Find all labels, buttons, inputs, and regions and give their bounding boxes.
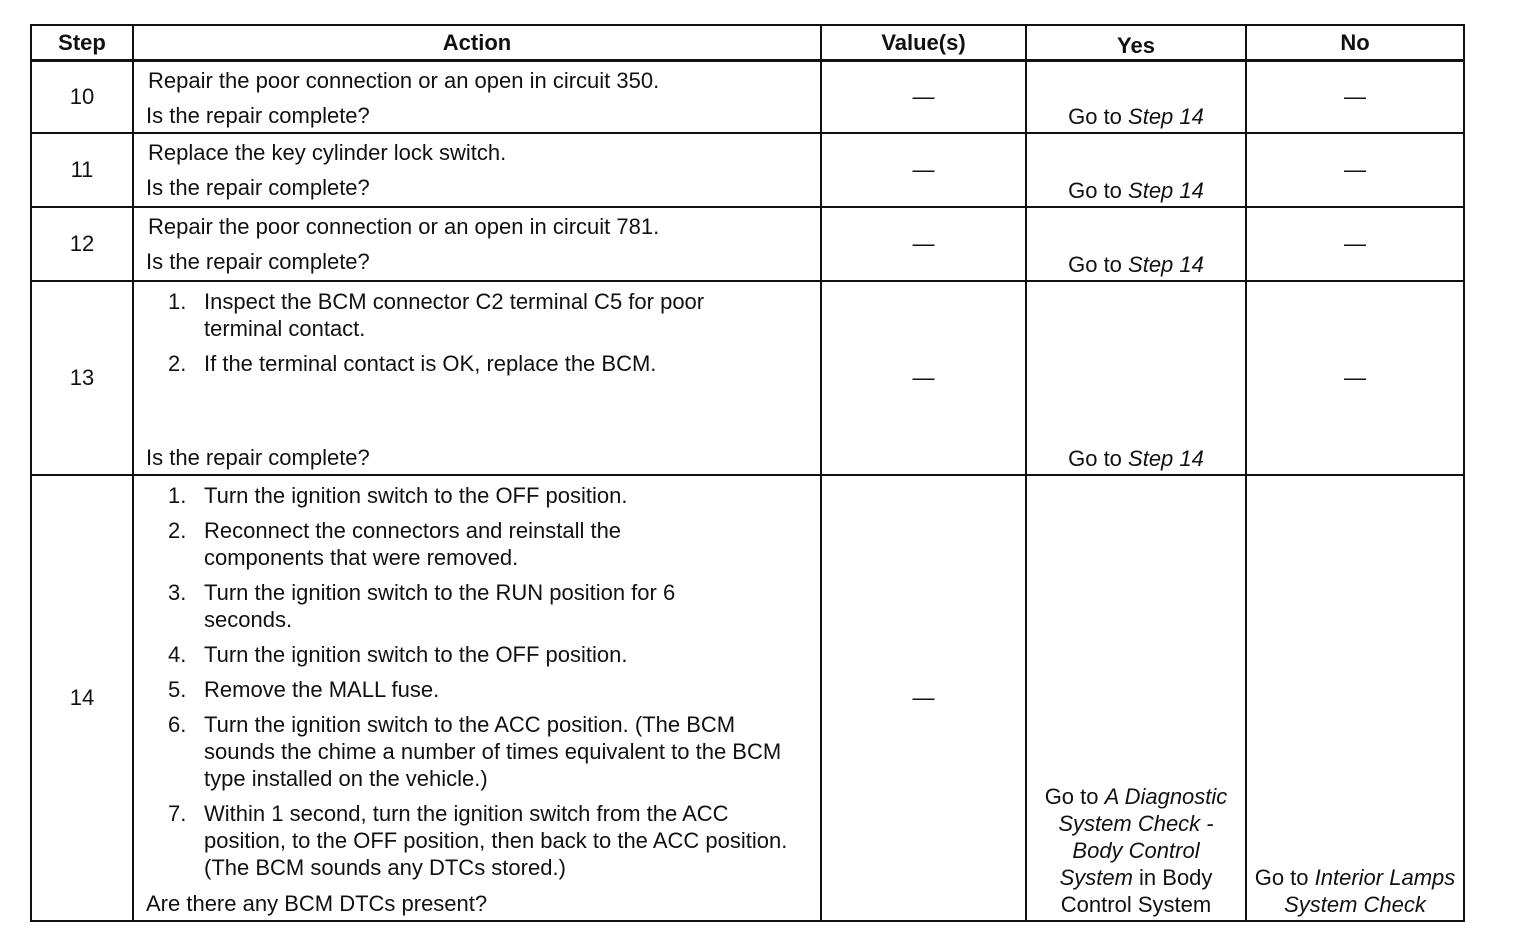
list-item-text: Reconnect the connectors and reinstall the components that were removed.	[204, 517, 622, 570]
table-row	[31, 281, 1464, 475]
list-item-number: 2.	[168, 517, 187, 543]
action-cell	[133, 475, 821, 921]
list-item-number: 5.	[168, 676, 187, 702]
value-cell	[821, 281, 1026, 475]
list-item	[168, 517, 704, 571]
action-list	[134, 282, 768, 377]
value-cell	[821, 207, 1026, 281]
no-dash: —	[1344, 365, 1366, 390]
list-item	[168, 482, 788, 509]
no-dash: —	[1344, 84, 1366, 110]
list-item-number: 7.	[168, 800, 187, 826]
list-item-text: Inspect the BCM connector C2 terminal C5 for poor terminal contact.	[204, 288, 705, 341]
step-number: 13	[31, 281, 133, 475]
list-item-text: Turn the ignition switch to the RUN position for 6 seconds.	[204, 579, 676, 632]
list-item-text: Turn the ignition switch to the OFF position.	[204, 482, 628, 508]
value-cell	[821, 133, 1026, 207]
action-cell	[133, 207, 821, 281]
header-row	[31, 25, 1464, 61]
list-item	[168, 800, 788, 881]
yes-cell	[1026, 207, 1246, 281]
table-row	[31, 133, 1464, 207]
action-cell	[133, 61, 821, 133]
yes-diagnostic-link[interactable]: A Diagnostic System Check - Body Control System	[1058, 783, 1228, 890]
yes-step-link[interactable]: Step 14	[1128, 177, 1204, 203]
list-item	[168, 711, 788, 792]
table-row	[31, 475, 1464, 921]
list-item	[168, 350, 768, 377]
yes-cell	[1026, 475, 1246, 921]
yes-prefix: Go to	[1068, 445, 1129, 471]
list-item	[168, 579, 764, 633]
value-cell	[821, 475, 1026, 921]
list-item	[168, 288, 768, 342]
list-item-number: 1.	[168, 482, 187, 508]
list-item	[168, 641, 788, 668]
no-cell	[1246, 207, 1464, 281]
header-no: No	[1246, 25, 1464, 61]
header-values: Value(s)	[821, 25, 1026, 61]
action-text: Replace the key cylinder lock switch.	[148, 139, 507, 165]
list-item-text: Within 1 second, turn the ignition switch from the ACC position, to the OFF position, then back to the ACC position. (The BCM sounds any DTCs stored.)	[204, 800, 788, 880]
question-text: Is the repair complete?	[146, 103, 370, 128]
value-dash: —	[912, 157, 935, 182]
no-cell	[1246, 475, 1464, 921]
value-dash: —	[912, 231, 935, 256]
header-yes: Yes	[1026, 25, 1246, 61]
yes-step-link[interactable]: Step 14	[1128, 445, 1204, 471]
yes-prefix: Go to	[1068, 251, 1129, 277]
yes-suffix: in Body Control System	[1060, 864, 1213, 917]
action-cell	[133, 281, 821, 475]
step-number: 11	[31, 133, 133, 207]
no-prefix: Go to	[1254, 864, 1315, 890]
question-text: Are there any BCM DTCs present?	[146, 890, 488, 916]
action-cell	[133, 133, 821, 207]
list-item-number: 3.	[168, 579, 187, 605]
question-text: Is the repair complete?	[146, 248, 370, 274]
yes-step-link[interactable]: Step 14	[1128, 251, 1204, 277]
header-step: Step	[31, 25, 133, 61]
yes-step-link[interactable]: Step 14	[1128, 103, 1204, 129]
list-item-number: 2.	[168, 350, 187, 376]
question-text: Is the repair complete?	[146, 174, 370, 200]
no-interior-lamps-link[interactable]: Interior Lamps System Check	[1284, 864, 1456, 917]
no-dash: —	[1344, 157, 1366, 182]
yes-cell	[1026, 61, 1246, 133]
value-dash: —	[912, 365, 935, 390]
yes-prefix: Go to	[1068, 103, 1129, 129]
header-action: Action	[133, 25, 821, 61]
value-dash: —	[912, 84, 935, 110]
no-cell	[1246, 61, 1464, 133]
table-row	[31, 207, 1464, 281]
list-item-number: 6.	[168, 711, 187, 737]
action-text: Repair the poor connection or an open in circuit 350.	[148, 68, 660, 93]
list-item	[168, 676, 788, 703]
diagnostic-table	[30, 24, 1465, 922]
list-item-text: Remove the MALL fuse.	[204, 676, 440, 702]
list-item-text: Turn the ignition switch to the ACC position. (The BCM sounds the chime a number of times equivalent to the BCM type installed on the vehicle.)	[204, 711, 782, 791]
value-dash: —	[912, 685, 935, 710]
step-number: 10	[31, 61, 133, 133]
list-item-text: If the terminal contact is OK, replace the BCM.	[204, 350, 657, 376]
yes-cell	[1026, 281, 1246, 475]
list-item-text: Turn the ignition switch to the OFF position.	[204, 641, 628, 667]
action-text: Repair the poor connection or an open in circuit 781.	[148, 213, 660, 239]
no-dash: —	[1344, 231, 1366, 256]
list-item-number: 1.	[168, 288, 187, 314]
no-cell	[1246, 281, 1464, 475]
action-list	[134, 476, 788, 881]
step-number: 14	[31, 475, 133, 921]
no-cell	[1246, 133, 1464, 207]
yes-prefix: Go to	[1068, 177, 1129, 203]
table-row	[31, 61, 1464, 133]
list-item-number: 4.	[168, 641, 187, 667]
yes-prefix: Go to	[1044, 783, 1105, 809]
step-number: 12	[31, 207, 133, 281]
yes-cell	[1026, 133, 1246, 207]
question-text: Is the repair complete?	[146, 444, 370, 470]
value-cell	[821, 61, 1026, 133]
